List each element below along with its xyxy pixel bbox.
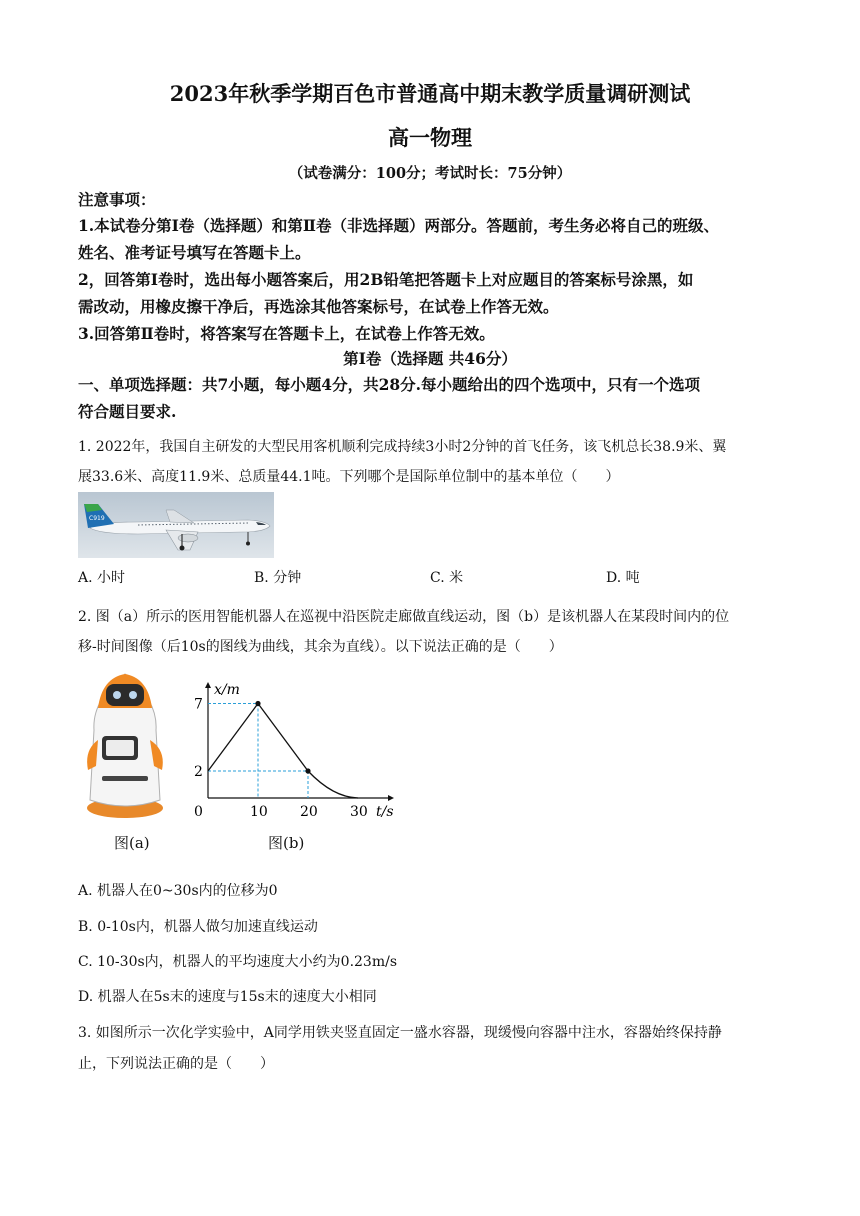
exam-title: 2023年秋季学期百色市普通高中期末教学质量调研测试 xyxy=(169,81,691,106)
q2-option-d[interactable]: D. 机器人在5s末的速度与15s末的速度大小相同 xyxy=(78,989,377,1005)
q2-text-b: 移-时间图像（后10s的图线为曲线，其余为直线）。以下说法正确的是（ ） xyxy=(78,639,563,655)
y-tick-7: 7 xyxy=(194,696,203,713)
exam-meta: （试卷满分：100分；考试时长：75分钟） xyxy=(288,165,572,182)
q3-text-b: 止，下列说法正确的是（ ） xyxy=(78,1056,274,1072)
note-2b: 需改动，用橡皮擦干净后，再选涂其他答案标号，在试卷上作答无效。 xyxy=(78,297,559,316)
series-segment-1 xyxy=(208,704,258,772)
point-20s xyxy=(305,768,310,773)
note-3: 3.回答第Ⅱ卷时，将答案写在答题卡上，在试卷上作答无效。 xyxy=(78,324,495,343)
y-tick-2: 2 xyxy=(194,764,203,780)
q1-option-b[interactable]: B. 分钟 xyxy=(254,570,302,586)
q2-option-b[interactable]: B. 0-10s内，机器人做匀加速直线运动 xyxy=(78,919,318,935)
q3-text-a: 3. 如图所示一次化学实验中，A同学用铁夹竖直固定一盛水容器，现缓慢向容器中注水，容器始终保持静 xyxy=(78,1025,722,1041)
point-peak xyxy=(255,701,260,706)
y-axis-label: x/m xyxy=(214,682,240,698)
q1-option-a[interactable]: A. 小时 xyxy=(78,570,126,586)
x-axis-label: t/s xyxy=(376,804,394,820)
q2-option-a[interactable]: A. 机器人在0~30s内的位移为0 xyxy=(78,883,278,899)
note-2a: 2，回答第Ⅰ卷时，选出每小题答案后，用2B铅笔把答题卡上对应题目的答案标号涂黑，如 xyxy=(78,270,694,289)
q1-text-b: 展33.6米、高度11.9米、总质量44.1吨。下列哪个是国际单位制中的基本单位（ ） xyxy=(78,469,620,485)
x-axis-arrow xyxy=(205,682,211,688)
x-tick-20: 20 xyxy=(300,804,318,820)
section-instruction-b: 符合题目要求. xyxy=(78,402,177,421)
x-tick-10: 10 xyxy=(250,804,268,820)
t-axis-arrow xyxy=(388,795,394,801)
q1-option-d[interactable]: D. 吨 xyxy=(606,570,640,586)
q2-text-a: 2. 图（a）所示的医用智能机器人在巡视中沿医院走廊做直线运动，图（b）是该机器人在某段时间内的位 xyxy=(78,609,730,625)
tail-label: C919 xyxy=(89,515,105,522)
fig-a-caption: 图(a) xyxy=(114,834,150,852)
section-instruction-a: 一、单项选择题：共7小题，每小题4分，共28分.每小题给出的四个选项中，只有一个选项 xyxy=(78,375,701,394)
q2-option-c[interactable]: C. 10-30s内，机器人的平均速度大小约为0.23m/s xyxy=(78,954,398,970)
note-1b: 姓名、准考证号填写在答题卡上。 xyxy=(78,243,311,262)
subject-title: 高一物理 xyxy=(388,125,472,150)
series-segment-2 xyxy=(258,704,308,772)
x-tick-30: 30 xyxy=(350,804,368,820)
series-curve xyxy=(308,771,358,798)
robot-photo xyxy=(80,670,170,820)
q1-option-c[interactable]: C. 米 xyxy=(430,570,464,586)
fig-b-caption: 图(b) xyxy=(268,834,305,852)
section-title: 第Ⅰ卷（选择题 共46分） xyxy=(343,349,517,368)
airplane-photo xyxy=(78,492,274,558)
notes-heading: 注意事项： xyxy=(78,190,156,209)
q1-text-a: 1. 2022年，我国自主研发的大型民用客机顺利完成持续3小时2分钟的首飞任务，该飞机总长38.9米、翼 xyxy=(78,439,727,455)
xt-graph xyxy=(188,678,428,838)
note-1a: 1.本试卷分第Ⅰ卷（选择题）和第Ⅱ卷（非选择题）两部分。答题前，考生务必将自己的班级、 xyxy=(78,216,719,235)
x-tick-0: 0 xyxy=(194,804,203,820)
